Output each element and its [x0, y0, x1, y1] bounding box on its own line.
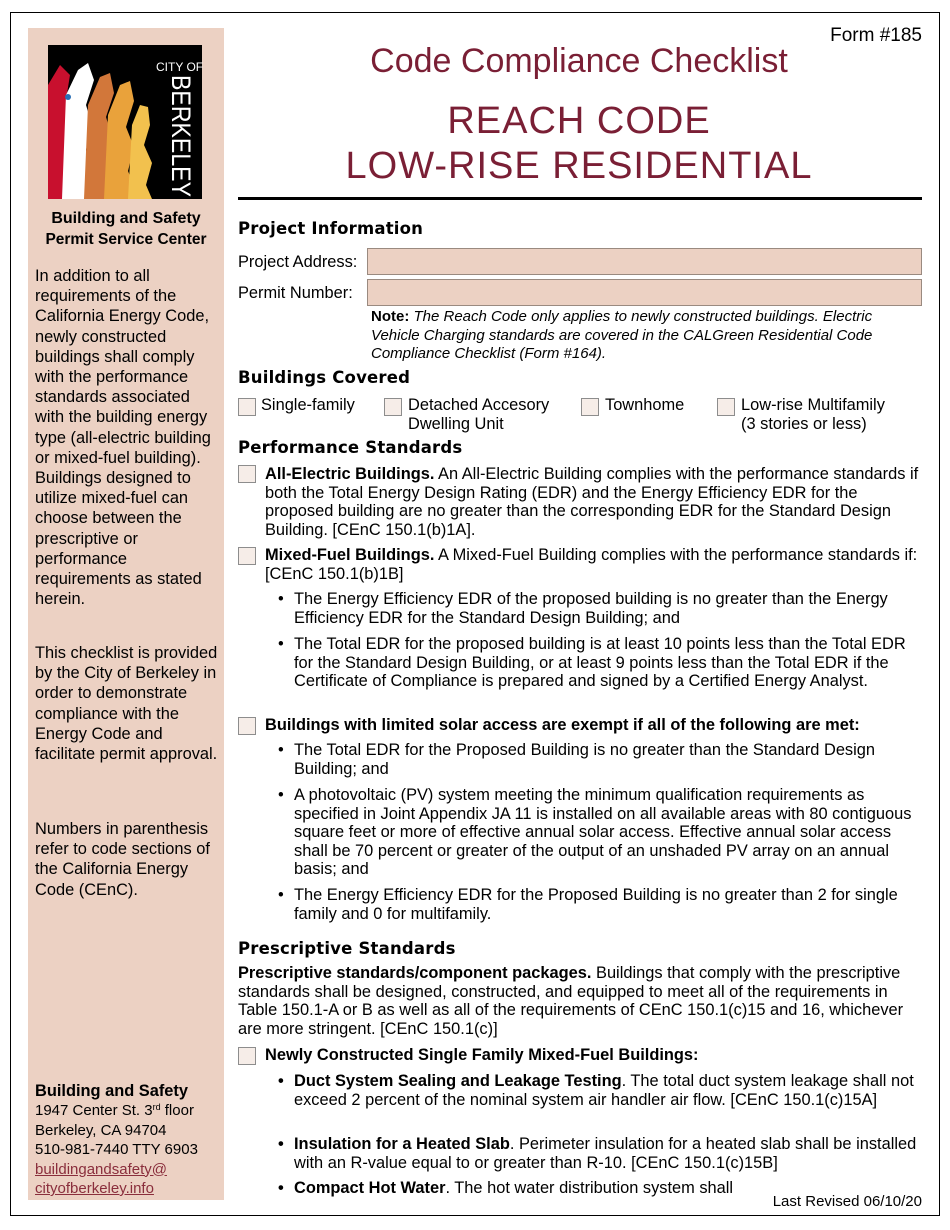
prescriptive-standards-heading: Prescriptive Standards [238, 939, 456, 958]
reach-code-note: Note: The Reach Code only applies to newly constructed buildings. Electric Vehicle Charging standards are covered in the CALGreen Residential Code Compliance Checklist (Form #164). [371, 308, 873, 362]
bullet-marker: • [278, 590, 284, 608]
page-subtitle-line1: REACH CODE [447, 100, 711, 142]
prescriptive-intro: Prescriptive standards/component packages. Buildings that comply with the prescriptive standards shall be designed, constructed, and equipped to meet all of the requirements in Table 150.1-A or B as well as all of the requirements of CEnC 150.1(c)15 and 16, whichever are more stringent. [CEnC 150.1(c)] [238, 964, 904, 1038]
bullet-marker: • [278, 635, 284, 653]
last-revised-date: Last Revised 06/10/20 [765, 1193, 922, 1210]
mixed-fuel-checkbox[interactable] [238, 547, 256, 565]
permit-number-label: Permit Number: [238, 284, 353, 302]
bullet-marker: • [278, 1179, 284, 1197]
low-rise-multifamily-label: Low-rise Multifamily (3 stories or less) [741, 396, 885, 433]
city-of-berkeley-logo [48, 45, 204, 218]
sidebar-checklist-paragraph: This checklist is provided by the City of Berkeley in order to demonstrate compliance with the Energy Code and facilitate permit approval. [35, 644, 218, 764]
logo-wordmark [156, 53, 204, 218]
single-family-mixed-fuel-text: Newly Constructed Single Family Mixed-Fuel Buildings: [265, 1046, 699, 1064]
logo-big-text: BERKELEY [166, 75, 196, 218]
prescriptive-item: Insulation for a Heated Slab. Perimeter insulation for a heated slab shall be installed with an R-value equal to or greater than R-10. [CEnC 150.1(c)15B] [294, 1135, 917, 1172]
bullet-marker: • [278, 886, 284, 904]
form-number: Form #185 [830, 25, 922, 46]
solar-bullet: The Energy Efficiency EDR for the Proposed Building is no greater than 2 for single family and 0 for multifamily. [294, 886, 898, 923]
contact-heading: Building and Safety [35, 1082, 188, 1100]
contact-street: 1947 Center St. 3rd floor [35, 1102, 194, 1119]
sidebar-intro-paragraph: In addition to all requirements of the California Energy Code, newly constructed buildings shall comply with the performance standards associated with the building energy type (all-electric building or mixed-fuel building). Buildings designed to utilize mixed-fuel can choose between the prescriptive or performance requirements as stated herein. [35, 267, 211, 609]
project-information-heading: Project Information [238, 219, 424, 238]
adu-checkbox[interactable] [384, 398, 402, 416]
solar-bullet: The Total EDR for the Proposed Building is no greater than the Standard Design Building; and [294, 741, 876, 778]
prescriptive-item: Duct System Sealing and Leakage Testing. The total duct system leakage shall not exceed 2 percent of the nominal system air handler air flow. [CEnC 150.1(c)15A] [294, 1072, 914, 1109]
sidebar-title-line2: Permit Service Center [45, 231, 207, 248]
sidebar-title [28, 208, 224, 250]
buildings-covered-heading: Buildings Covered [238, 368, 411, 387]
project-address-input[interactable] [367, 248, 922, 275]
single-family-mixed-fuel-checkbox[interactable] [238, 1047, 256, 1065]
permit-number-input[interactable] [367, 279, 922, 306]
bullet-marker: • [278, 741, 284, 759]
bullet-marker: • [278, 1072, 284, 1090]
townhome-label: Townhome [605, 396, 685, 414]
all-electric-text: All-Electric Buildings. An All-Electric Building complies with the performance standards if both the Total Energy Design Rating (EDR) and the Energy Efficiency EDR for the proposed building are no greater than the corresponding EDR for the Standard Design Building. [CEnC 150.1(b)1A]. [265, 465, 919, 539]
header-divider [238, 197, 922, 200]
project-address-label: Project Address: [238, 253, 358, 271]
logo-small-text: CITY OF [156, 60, 204, 74]
sidebar-title-line1: Building and Safety [51, 210, 201, 227]
adu-label: Detached Accesory Dwelling Unit [408, 396, 550, 433]
page-title: Code Compliance Checklist [370, 42, 788, 80]
solar-exempt-text: Buildings with limited solar access are exempt if all of the following are met: [265, 716, 860, 734]
contact-block [35, 1081, 223, 1199]
performance-standards-heading: Performance Standards [238, 438, 463, 457]
page-subtitle-line2: LOW-RISE RESIDENTIAL [345, 145, 813, 187]
prescriptive-item: Compact Hot Water. The hot water distribution system shall [294, 1179, 734, 1197]
mixed-fuel-bullet: The Energy Efficiency EDR of the proposed building is no greater than the Energy Efficiency EDR for the Standard Design Building; and [294, 590, 888, 627]
solar-bullet: A photovoltaic (PV) system meeting the minimum qualification requirements as specified in Joint Appendix JA 11 is installed on all available areas with 80 contiguous square feet or more of effective annual solar access. Effective annual solar access shall be 70 percent or greater of the output of an unshaded PV array on an annual basis; and [294, 786, 912, 879]
mixed-fuel-bullet: The Total EDR for the proposed building is at least 10 points less than the Total EDR for the Standard Design Building, or at least 9 points less than the Total EDR if the Certificate of Compliance is prepared and signed by a Certified Energy Analyst. [294, 635, 906, 691]
single-family-checkbox[interactable] [238, 398, 256, 416]
low-rise-multifamily-checkbox[interactable] [717, 398, 735, 416]
contact-phone: 510-981-7440 TTY 6903 [35, 1141, 198, 1158]
single-family-label: Single-family [261, 396, 355, 414]
all-electric-checkbox[interactable] [238, 465, 256, 483]
bullet-marker: • [278, 1135, 284, 1153]
contact-email-link[interactable]: buildingandsafety@ cityofberkeley.info [35, 1160, 167, 1197]
contact-city: Berkeley, CA 94704 [35, 1121, 167, 1139]
sidebar [28, 28, 224, 1200]
sidebar-numbers-paragraph: Numbers in parenthesis refer to code sections of the California Energy Code (CEnC). [35, 820, 210, 899]
solar-exempt-checkbox[interactable] [238, 717, 256, 735]
mixed-fuel-text: Mixed-Fuel Buildings. A Mixed-Fuel Building complies with the performance standards if: [CEnC 150.1(b)1B] [265, 546, 918, 583]
bullet-marker: • [278, 786, 284, 804]
townhome-checkbox[interactable] [581, 398, 599, 416]
